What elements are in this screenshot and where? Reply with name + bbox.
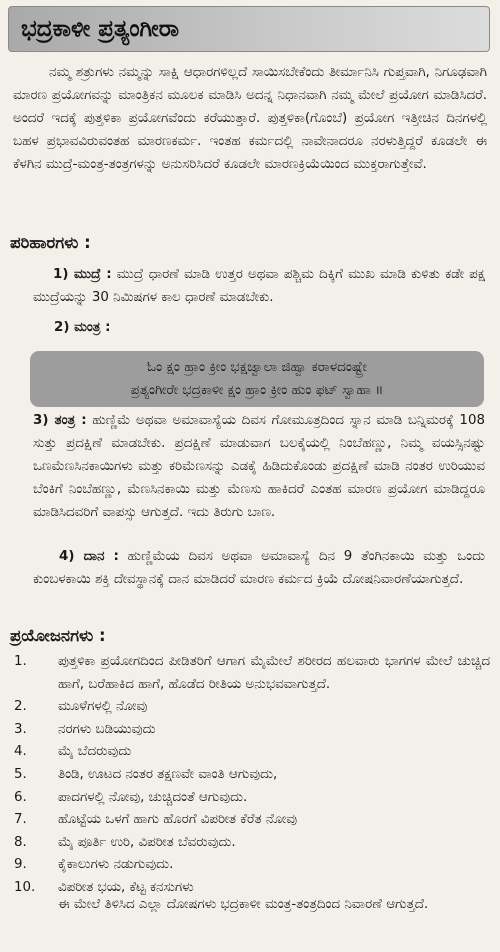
remedy-daana [33, 545, 485, 591]
remedy-mudra [33, 263, 485, 309]
list-number: 3. [14, 721, 27, 737]
daana-text: ಹುಣ್ಣಿಮೆಯ ದಿವಸ ಅಥವಾ ಅಮಾವಾಸ್ಯೆ ದಿನ 9 ತೆಂಗಿನಕಾಯಿ ಮತ್ತು ಒಂದು ಕುಂಬಳಕಾಯಿ ಶಕ್ತಿ ದೇವಸ್ಥಾನಕ್ಕೆ ದಾನ ಮಾಡಿದರೆ ಮಾರಣ ಕರ್ಮದ ಕ್ರಿಯೆ ದೋಷನಿವಾರಣೆಯಾಗುತ್ತದೆ. [33, 549, 485, 587]
list-number: 4. [14, 744, 27, 760]
mudra-label: 1) ಮುದ್ರೆ : [53, 267, 112, 282]
list-text: ವಿಪರೀತ ಭಯ, ಕೆಟ್ಟ ಕನಸುಗಳು [58, 879, 194, 895]
list-number: 5. [14, 766, 27, 782]
list-text: ಹೊಟ್ಟೆಯ ಒಳಗೆ ಹಾಗು ಹೊರಗೆ ವಿಪರೀತ ಕೆರೆತ ನೋವು [58, 812, 298, 828]
list-item [14, 719, 490, 742]
mantra-label: 2) ಮಂತ್ರ : [54, 320, 111, 335]
list-item [14, 832, 490, 855]
list-text: ಪುತ್ತಳಿಕಾ ಪ್ರಯೋಗದಿಂದ ಪೀಡಿತರಿಗೆ ಆಗಾಗ ಮೈಮೇಲೆ ಶರೀರದ ಹಲವಾರು ಭಾಗಗಳ ಮೇಲೆ ಚುಚ್ಚಿದ ಹಾಗೆ, ಬರೆಹಾಕಿದ ಹಾಗೆ, ಹೊಡೆದ ರೀತಿಯ ಅನುಭವವಾಗುತ್ತದೆ. [58, 654, 490, 692]
list-text: ಮೂಳೆಗಳಲ್ಲಿ ನೋವು [58, 699, 148, 715]
list-text: ಪಾದಗಳಲ್ಲಿ ನೋವು, ಚುಚ್ಚಿದಂತೆ ಆಗುವುದು. [58, 789, 248, 805]
list-text: ಕೈಕಾಲುಗಳು ನಡುಗುವುದು. [58, 857, 174, 873]
list-item [14, 809, 490, 832]
mudra-text: ಮುದ್ರೆ ಧಾರಣೆ ಮಾಡಿ ಉತ್ತರ ಅಥವಾ ಪಶ್ಚಿಮ ದಿಕ್ಕಿಗೆ ಮುಖ ಮಾಡಿ ಕುಳಿತು ಕಡೇ ಪಕ್ಷ ಮುದ್ರೆಯನ್ನು 30 ನಿಮಿಷಗಳ ಕಾಲ ಧಾರಣೆ ಮಾಡಬೇಕು. [33, 267, 485, 305]
remedy-mantra [54, 316, 110, 339]
list-number: 1. [14, 654, 27, 669]
list-text: ತಿಂಡಿ, ಊಟದ ನಂತರ ತಕ್ಷಣವೇ ವಾಂತಿ ಆಗುವುದು, [58, 766, 278, 782]
benefits-heading: ಪ್ರಯೋಜನಗಳು : [10, 626, 106, 645]
closing-paragraph: ಈ ಮೇಲೆ ತಿಳಿಸಿದ ಎಲ್ಲಾ ದೋಷಗಳು ಭದ್ರಕಾಳೀ ಮಂತ್ರ-ತಂತ್ರದಿಂದ ನಿವಾರಣೆ ಆಗುತ್ತದೆ. [58, 897, 429, 912]
mantra-box [30, 351, 484, 407]
mantra-line-1: ಓಂ ಕ್ಷಂ ಹ್ರಾಂ ಕ್ರೀಂ ಭಕ್ಷಜ್ವಾಲಾ ಜಿಹ್ವಾ ಕರಾಳದಂಷ್ಟ್ರೇ [147, 359, 367, 375]
tantra-label: 3) ತಂತ್ರ : [33, 413, 87, 428]
list-number: 2. [14, 699, 27, 715]
remedy-tantra [33, 409, 485, 524]
list-item [14, 764, 490, 787]
list-item [14, 741, 490, 764]
list-number: 9. [14, 857, 27, 873]
list-number: 6. [14, 789, 27, 805]
remedies-heading: ಪರಿಹಾರಗಳು : [10, 233, 91, 252]
tantra-text: ಹುಣ್ಣಿಮೆ ಅಥವಾ ಅಮಾವಾಸ್ಯೆಯ ದಿವಸ ಗೋಮೂತ್ರದಿಂದ ಸ್ನಾನ ಮಾಡಿ ಬನ್ನಿಮರಕ್ಕೆ 108 ಸುತ್ತು ಪ್ರದಕ್ಷಿಣೆ ಮಾಡಬೇಕು. ಪ್ರದಕ್ಷಿಣೆ ಮಾಡುವಾಗ ಬಲಕೈಯಲ್ಲಿ ನಿಂಬೆಹಣ್ಣು, ನಿಮ್ಮ ವಯಸ್ಸಿನಷ್ಟು ಒಣಮೆಣಸಿನಕಾಯಿಗಳು ಮತ್ತು ಕರಿಮೆಣಸನ್ನು ಎಡಕೈ ಹಿಡಿದುಕೊಂಡು ಪ್ರದಕ್ಷಿಣೆ ಮಾಡಿ ನಂತರ ಉರಿಯುವ ಬೆಂಕಿಗೆ ನಿಂಬೆಹಣ್ಣು, ಮೆಣಸಿನಕಾಯಿ ಮತ್ತು ಮೆಣಸು ಹಾಕಿದರೆ ಎಂತಹ ಮಾರಣ ಪ್ರಯೋಗ ಮಾಡಿದ್ದರೂ ಮಾಡಿಸಿದವರಿಗೆ ವಾಪಸ್ಸು ಆಗುತ್ತದೆ. ಇದು ತಿರುಗು ಬಾಣ. [33, 413, 485, 520]
benefits-list [14, 651, 490, 900]
mantra-line-2: ಪ್ರತ್ಯಂಗೀರೇ ಭದ್ರಕಾಳೀ ಕ್ಷಂ ಹ್ರಾಂ ಕ್ರೀಂ ಹುಂ ಫಟ್ ಸ್ವಾಹಾ ॥ [130, 382, 384, 398]
list-item [14, 854, 490, 877]
list-item [14, 787, 490, 810]
list-number: 7. [14, 812, 27, 828]
list-item [14, 651, 490, 696]
intro-paragraph: ನಮ್ಮ ಶತ್ರುಗಳು ನಮ್ಮನ್ನು ಸಾಕ್ಷಿ ಆಧಾರಗಳಿಲ್ಲದೆ ಸಾಯಿಸಬೇಕೆಂದು ತೀರ್ಮಾನಿಸಿ ಗುಪ್ತವಾಗಿ, ನಿಗೂಢವಾಗಿ ಮಾರಣ ಪ್ರಯೋಗವನ್ನು ಮಾಂತ್ರಿಕನ ಮೂಲಕ ಮಾಡಿಸಿ ಅದನ್ನ ನಿಧಾನವಾಗಿ ನಮ್ಮ ಮೇಲೆ ಪ್ರಯೋಗ ಮಾಡಿಸಿದರೆ. ಅಂದರೆ ಇದಕ್ಕೆ ಪುತ್ತಳಿಕಾ ಪ್ರಯೋಗವೆಂದು ಕರೆಯುತ್ತಾರೆ. ಪುತ್ತಳಿಕಾ(ಗೊಂಬೆ) ಪ್ರಯೋಗ ಇತ್ತೀಚಿನ ದಿನಗಳಲ್ಲಿ ಬಹಳ ಪ್ರಭಾವವಿರುವಂತಹ ಮಾರಣಕರ್ಮ. ಇಂತಹ ಕರ್ಮದಲ್ಲಿ ನಾವೇನಾದರೂ ನರಳುತ್ತಿದ್ದರೆ ಕೂಡಲೇ ಈ ಕೆಳಗಿನ ಮುದ್ರೆ-ಮಂತ್ರ-ತಂತ್ರಗಳನ್ನು ಅನುಸರಿಸಿದರೆ ಕೂಡಲೇ ಮಾರಣಕ್ರಿಯೆಯಿಂದ ಮುಕ್ತರಾಗುತ್ತೇವೆ. [13, 65, 487, 172]
list-number: 8. [14, 834, 27, 850]
list-number: 10. [14, 879, 36, 895]
list-item [14, 696, 490, 719]
page-title [8, 6, 490, 52]
list-text: ನರಗಳು ಬಡಿಯುವುದು [58, 721, 156, 737]
title-text: ಭದ್ರಕಾಳೀ ಪ್ರತ್ಯಂಗೀರಾ [21, 16, 180, 42]
list-text: ಮೈ ಪೂರ್ತಿ ಉರಿ, ವಿಪರೀತ ಬೆವರುವುದು. [58, 834, 236, 850]
daana-label: 4) ದಾನ : [59, 549, 119, 564]
list-text: ಮೈ ಬೆದರುವುದು [58, 744, 132, 760]
